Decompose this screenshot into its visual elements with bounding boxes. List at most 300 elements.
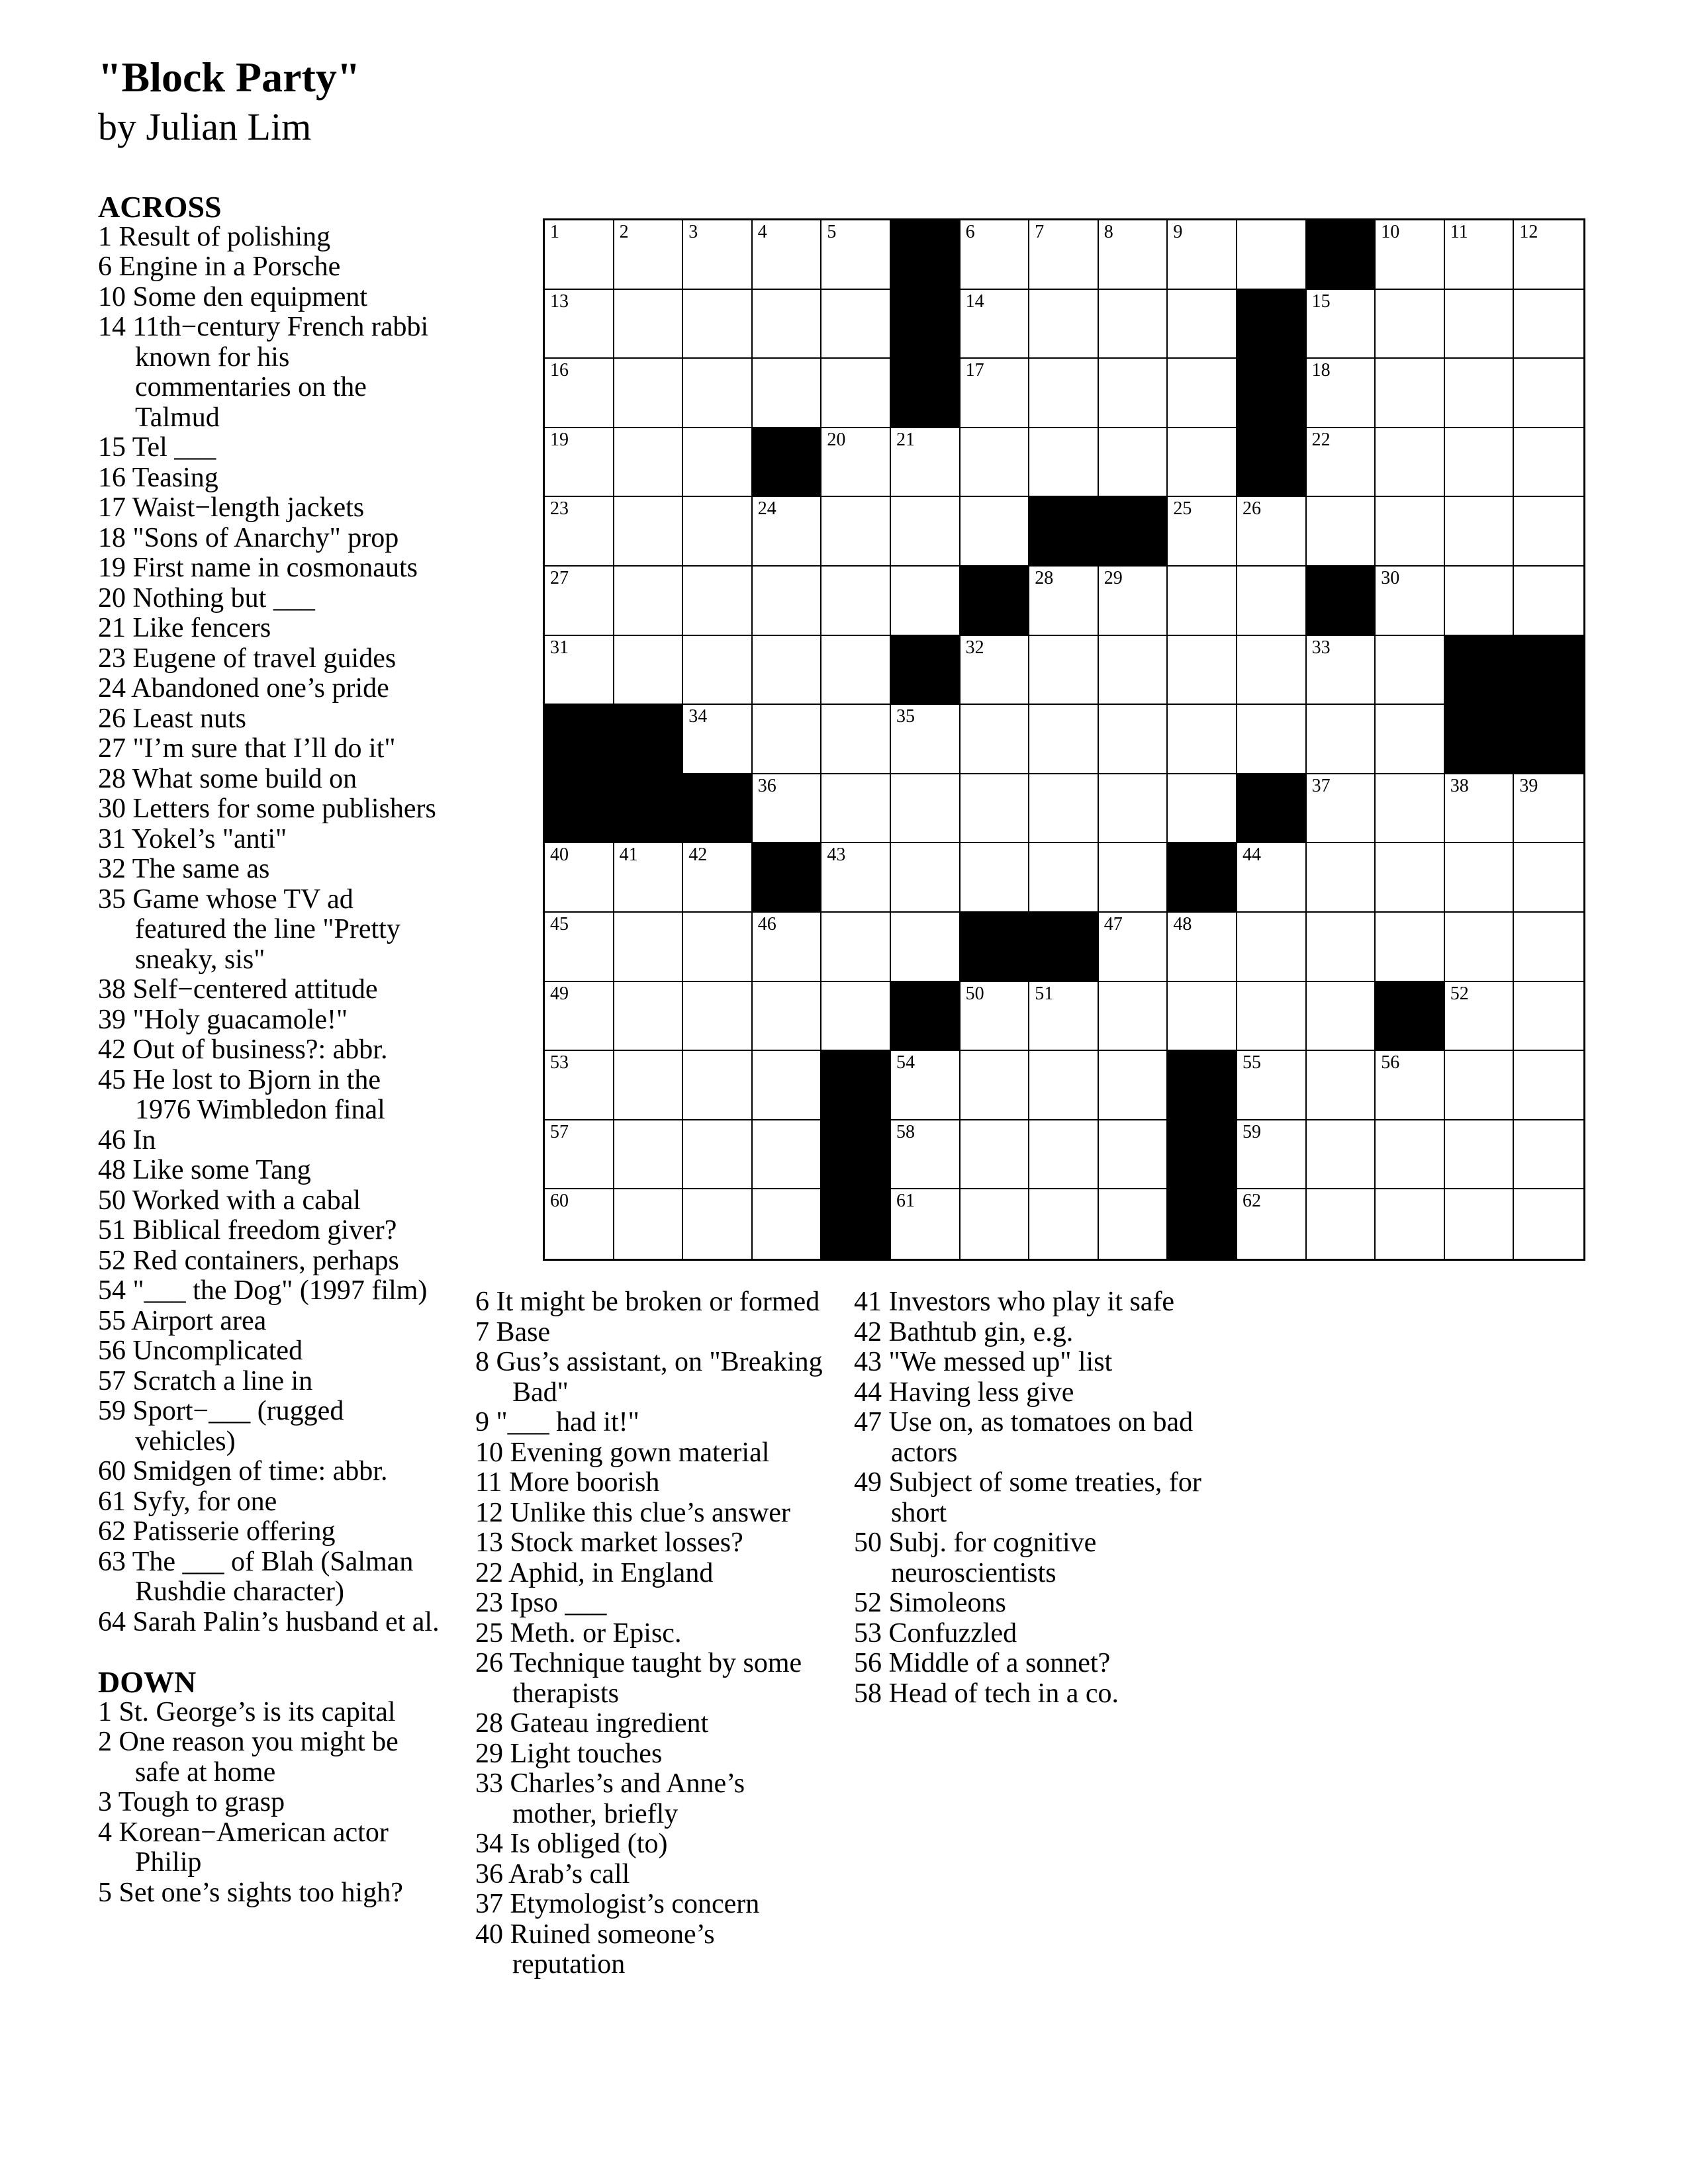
grid-cell[interactable]: [545, 843, 614, 913]
cell-number: 24: [757, 498, 776, 520]
grid-cell[interactable]: [1099, 1189, 1168, 1259]
grid-cell[interactable]: [545, 428, 614, 498]
down-clue: 12 Unlike this clue’s answer: [475, 1497, 790, 1528]
down-clue: 58 Head of tech in a co.: [854, 1678, 1119, 1709]
grid-cell[interactable]: [614, 843, 684, 913]
grid-cell[interactable]: [1445, 220, 1515, 290]
cell-number: 47: [1103, 913, 1123, 934]
down-clue: 10 Evening gown material: [475, 1437, 770, 1468]
across-heading: ACROSS: [98, 190, 222, 224]
grid-cell[interactable]: [753, 982, 822, 1052]
grid-cell[interactable]: [1307, 1189, 1376, 1259]
grid-cell[interactable]: [1099, 220, 1168, 290]
grid-cell[interactable]: [1445, 497, 1515, 567]
grid-cell[interactable]: [1307, 497, 1376, 567]
across-clue: 60 Smidgen of time: abbr.: [98, 1456, 388, 1486]
grid-cell[interactable]: [614, 636, 684, 705]
cell-number: 20: [827, 429, 846, 450]
grid-cell[interactable]: [1168, 497, 1237, 567]
grid-cell[interactable]: [961, 1189, 1030, 1259]
grid-cell[interactable]: [545, 636, 614, 705]
across-clue: 16 Teasing: [98, 462, 218, 493]
grid-cell[interactable]: [1376, 913, 1445, 982]
grid-cell[interactable]: [1237, 1120, 1307, 1190]
grid-cell[interactable]: [1445, 913, 1515, 982]
grid-cell[interactable]: [1307, 290, 1376, 359]
grid-cell[interactable]: [683, 705, 753, 774]
grid-cell[interactable]: [1029, 1189, 1099, 1259]
grid-cell[interactable]: [1307, 359, 1376, 428]
grid-cell[interactable]: [1307, 1120, 1376, 1190]
grid-cell[interactable]: [1514, 982, 1583, 1052]
grid-cell[interactable]: [614, 497, 684, 567]
grid-cell[interactable]: [891, 567, 961, 636]
grid-cell[interactable]: [1445, 1051, 1515, 1120]
grid-cell[interactable]: [1099, 359, 1168, 428]
cell-number: 10: [1381, 222, 1400, 242]
cell-number: 52: [1450, 983, 1469, 1004]
grid-cell[interactable]: [1514, 1051, 1583, 1120]
black-square: [1445, 705, 1515, 774]
grid-cell[interactable]: [683, 567, 753, 636]
grid-cell[interactable]: [1514, 497, 1583, 567]
black-square: [1029, 497, 1099, 567]
grid-cell[interactable]: [683, 220, 753, 290]
cell-number: 43: [827, 844, 846, 866]
cell-number: 7: [1035, 222, 1045, 242]
black-square: [961, 567, 1030, 636]
grid-cell[interactable]: [683, 497, 753, 567]
black-square: [1168, 1051, 1237, 1120]
grid-cell[interactable]: [614, 1120, 684, 1190]
grid-cell[interactable]: [891, 497, 961, 567]
grid-cell[interactable]: [1168, 636, 1237, 705]
grid-cell[interactable]: [1168, 220, 1237, 290]
grid-cell[interactable]: [1029, 1120, 1099, 1190]
down-clue: 3 Tough to grasp: [98, 1787, 285, 1817]
grid-cell[interactable]: [1376, 428, 1445, 498]
cell-number: 8: [1103, 222, 1113, 242]
grid-cell[interactable]: [545, 1051, 614, 1120]
grid-cell[interactable]: [1168, 428, 1237, 498]
grid-cell[interactable]: [614, 1189, 684, 1259]
grid-cell[interactable]: [1168, 705, 1237, 774]
grid-cell[interactable]: [961, 774, 1030, 844]
grid-cell[interactable]: [821, 567, 891, 636]
grid-cell[interactable]: [821, 428, 891, 498]
grid-cell[interactable]: [1445, 567, 1515, 636]
grid-cell[interactable]: [1029, 982, 1099, 1052]
grid-cell[interactable]: [891, 1051, 961, 1120]
grid-cell[interactable]: [1445, 774, 1515, 844]
puzzle-byline: by Julian Lim: [98, 105, 312, 148]
cell-number: 62: [1242, 1191, 1261, 1212]
across-clue: 31 Yokel’s "anti": [98, 823, 287, 854]
grid-cell[interactable]: [1307, 774, 1376, 844]
down-clue: 52 Simoleons: [854, 1588, 1006, 1618]
grid-cell[interactable]: [753, 359, 822, 428]
grid-cell[interactable]: [1099, 636, 1168, 705]
grid-cell[interactable]: [683, 1189, 753, 1259]
grid-cell[interactable]: [1029, 774, 1099, 844]
grid-cell[interactable]: [1029, 636, 1099, 705]
grid-cell[interactable]: [821, 290, 891, 359]
grid-cell[interactable]: [891, 1189, 961, 1259]
grid-cell[interactable]: [1514, 913, 1583, 982]
across-clue: 27 "I’m sure that I’ll do it": [98, 733, 396, 764]
grid-cell[interactable]: [683, 913, 753, 982]
grid-cell[interactable]: [1514, 567, 1583, 636]
black-square: [1168, 1120, 1237, 1190]
grid-cell[interactable]: [821, 982, 891, 1052]
cell-number: 45: [550, 913, 569, 934]
grid-cell[interactable]: [753, 1051, 822, 1120]
grid-cell[interactable]: [1099, 428, 1168, 498]
grid-cell[interactable]: [753, 497, 822, 567]
grid-cell[interactable]: [1029, 567, 1099, 636]
grid-cell[interactable]: [1168, 359, 1237, 428]
across-clue: 51 Biblical freedom giver?: [98, 1215, 397, 1246]
grid-cell[interactable]: [614, 428, 684, 498]
across-clue: 38 Self−centered attitude: [98, 974, 378, 1005]
grid-cell[interactable]: [545, 1189, 614, 1259]
grid-cell[interactable]: [1029, 705, 1099, 774]
grid-cell[interactable]: [1445, 982, 1515, 1052]
grid-cell[interactable]: [1099, 705, 1168, 774]
grid-cell[interactable]: [1376, 1189, 1445, 1259]
grid-cell[interactable]: [961, 982, 1030, 1052]
black-square: [614, 774, 684, 844]
cell-number: 3: [688, 222, 698, 242]
grid-cell[interactable]: [1445, 843, 1515, 913]
cell-number: 33: [1311, 637, 1331, 658]
grid-cell[interactable]: [545, 913, 614, 982]
grid-cell[interactable]: [1237, 220, 1307, 290]
down-clue: 37 Etymologist’s concern: [475, 1889, 760, 1919]
across-clue: 48 Like some Tang: [98, 1155, 311, 1185]
grid-cell[interactable]: [891, 428, 961, 498]
grid-cell[interactable]: [1514, 359, 1583, 428]
across-clue: 20 Nothing but ___: [98, 582, 315, 614]
grid-cell[interactable]: [614, 220, 684, 290]
grid-cell[interactable]: [614, 359, 684, 428]
grid-cell[interactable]: [753, 913, 822, 982]
down-clue: 7 Base: [475, 1316, 551, 1347]
grid-cell[interactable]: [821, 774, 891, 844]
grid-cell[interactable]: [1237, 497, 1307, 567]
cell-number: 60: [550, 1191, 569, 1212]
grid-cell[interactable]: [1237, 843, 1307, 913]
grid-cell[interactable]: [1376, 290, 1445, 359]
grid-cell[interactable]: [1307, 843, 1376, 913]
grid-cell[interactable]: [1168, 567, 1237, 636]
grid-cell[interactable]: [1029, 220, 1099, 290]
cell-number: 22: [1311, 429, 1331, 450]
grid-cell[interactable]: [614, 982, 684, 1052]
grid-cell[interactable]: [753, 1189, 822, 1259]
black-square: [1029, 913, 1099, 982]
down-clue: 56 Middle of a sonnet?: [854, 1648, 1111, 1678]
across-clue: 35 Game whose TV ad featured the line "Pretty sneaky, sis": [98, 884, 400, 975]
cell-number: 27: [550, 567, 569, 588]
down-clue: 28 Gateau ingredient: [475, 1708, 709, 1739]
grid-cell[interactable]: [1376, 1120, 1445, 1190]
grid-cell[interactable]: [1307, 636, 1376, 705]
cell-number: 21: [896, 429, 915, 450]
black-square: [1514, 705, 1583, 774]
down-clue: 44 Having less give: [854, 1377, 1074, 1408]
cell-number: 61: [896, 1191, 915, 1212]
grid-cell[interactable]: [961, 1051, 1030, 1120]
across-clue: 55 Airport area: [98, 1305, 267, 1336]
grid-cell[interactable]: [1514, 220, 1583, 290]
grid-cell[interactable]: [683, 843, 753, 913]
grid-cell[interactable]: [1099, 1051, 1168, 1120]
grid-cell[interactable]: [891, 913, 961, 982]
across-clue: 45 He lost to Bjorn in the 1976 Wimbledon final: [98, 1064, 385, 1125]
grid-cell[interactable]: [545, 290, 614, 359]
grid-cell[interactable]: [1237, 636, 1307, 705]
grid-cell[interactable]: [1376, 774, 1445, 844]
grid-cell[interactable]: [683, 1051, 753, 1120]
cell-number: 46: [757, 913, 776, 934]
black-square: [1514, 636, 1583, 705]
grid-cell[interactable]: [614, 567, 684, 636]
black-square: [545, 705, 614, 774]
down-clue: 36 Arab’s call: [475, 1858, 630, 1889]
grid-cell[interactable]: [961, 1120, 1030, 1190]
grid-cell[interactable]: [961, 220, 1030, 290]
across-clue: 56 Uncomplicated: [98, 1336, 303, 1366]
grid-cell[interactable]: [1029, 359, 1099, 428]
grid-cell[interactable]: [1376, 705, 1445, 774]
cell-number: 59: [1242, 1121, 1261, 1142]
cell-number: 56: [1381, 1052, 1400, 1073]
grid-cell[interactable]: [545, 567, 614, 636]
grid-cell[interactable]: [1307, 705, 1376, 774]
down-clue: 25 Meth. or Episc.: [475, 1617, 682, 1649]
grid-cell[interactable]: [821, 913, 891, 982]
black-square: [614, 705, 684, 774]
grid-cell[interactable]: [1237, 567, 1307, 636]
grid-cell[interactable]: [1168, 913, 1237, 982]
cell-number: 40: [550, 844, 569, 866]
grid-cell[interactable]: [1445, 1120, 1515, 1190]
across-clue: 26 Least nuts: [98, 703, 246, 734]
grid-cell[interactable]: [1099, 1120, 1168, 1190]
down-clue: 26 Technique taught by some therapists: [475, 1648, 802, 1709]
grid-cell[interactable]: [753, 290, 822, 359]
across-clue: 6 Engine in a Porsche: [98, 251, 341, 282]
grid-cell[interactable]: [961, 497, 1030, 567]
grid-cell[interactable]: [961, 843, 1030, 913]
grid-cell[interactable]: [1376, 1051, 1445, 1120]
grid-cell[interactable]: [683, 982, 753, 1052]
grid-cell[interactable]: [614, 1051, 684, 1120]
black-square: [1307, 567, 1376, 636]
across-clue: 14 11th−century French rabbi known for his commentaries on the Talmud: [98, 312, 429, 433]
grid-cell[interactable]: [1445, 1189, 1515, 1259]
grid-cell[interactable]: [545, 497, 614, 567]
grid-cell[interactable]: [1307, 1051, 1376, 1120]
grid-cell[interactable]: [891, 1120, 961, 1190]
grid-cell[interactable]: [891, 705, 961, 774]
grid-cell[interactable]: [891, 774, 961, 844]
grid-cell[interactable]: [683, 636, 753, 705]
down-clue: 2 One reason you might be safe at home: [98, 1727, 399, 1788]
black-square: [1445, 636, 1515, 705]
cell-number: 57: [550, 1121, 569, 1142]
cell-number: 26: [1242, 498, 1261, 520]
cell-number: 54: [896, 1052, 915, 1073]
cell-number: 49: [550, 983, 569, 1004]
grid-cell[interactable]: [683, 1120, 753, 1190]
across-clue: 30 Letters for some publishers: [98, 794, 436, 824]
grid-cell[interactable]: [821, 497, 891, 567]
cell-number: 48: [1173, 913, 1192, 934]
down-clue: 1 St. George’s is its capital: [98, 1696, 396, 1727]
grid-cell[interactable]: [1237, 705, 1307, 774]
cell-number: 51: [1035, 983, 1054, 1004]
grid-cell[interactable]: [1376, 567, 1445, 636]
grid-cell[interactable]: [1445, 290, 1515, 359]
section-spacer: [98, 1637, 442, 1667]
grid-cell[interactable]: [1514, 1189, 1583, 1259]
black-square: [821, 1051, 891, 1120]
grid-cell[interactable]: [683, 428, 753, 498]
grid-cell[interactable]: [961, 359, 1030, 428]
grid-cell[interactable]: [821, 843, 891, 913]
grid-cell[interactable]: [683, 290, 753, 359]
grid-cell[interactable]: [1099, 290, 1168, 359]
grid-cell[interactable]: [1307, 428, 1376, 498]
grid-cell[interactable]: [1376, 636, 1445, 705]
grid-cell[interactable]: [1168, 774, 1237, 844]
across-clue: 17 Waist−length jackets: [98, 492, 365, 523]
black-square: [821, 1189, 891, 1259]
grid-cell[interactable]: [1237, 1189, 1307, 1259]
grid-cell[interactable]: [891, 843, 961, 913]
grid-cell[interactable]: [1445, 428, 1515, 498]
grid-cell[interactable]: [1514, 843, 1583, 913]
grid-cell[interactable]: [614, 913, 684, 982]
across-clue: 32 The same as: [98, 854, 270, 884]
grid-cell[interactable]: [1237, 982, 1307, 1052]
grid-cell[interactable]: [753, 1120, 822, 1190]
grid-cell[interactable]: [961, 705, 1030, 774]
grid-cell[interactable]: [1237, 1051, 1307, 1120]
grid-cell[interactable]: [821, 705, 891, 774]
cell-number: 39: [1519, 775, 1538, 796]
cell-number: 38: [1450, 775, 1469, 796]
grid-cell[interactable]: [1514, 428, 1583, 498]
grid-cell[interactable]: [1514, 290, 1583, 359]
grid-cell[interactable]: [821, 220, 891, 290]
grid-cell[interactable]: [753, 567, 822, 636]
down-heading: DOWN: [98, 1665, 197, 1699]
across-clue-list: [98, 222, 442, 1638]
cell-number: 18: [1311, 360, 1331, 381]
grid-cell[interactable]: [753, 705, 822, 774]
grid-cell[interactable]: [1099, 913, 1168, 982]
black-square: [961, 913, 1030, 982]
grid-cell[interactable]: [1307, 913, 1376, 982]
across-clue: 24 Abandoned one’s pride: [98, 673, 389, 704]
grid-cell[interactable]: [1514, 1120, 1583, 1190]
grid-cell[interactable]: [753, 774, 822, 844]
black-square: [683, 774, 753, 844]
cell-number: 23: [550, 498, 569, 520]
grid-cell[interactable]: [1376, 497, 1445, 567]
grid-cell[interactable]: [1029, 843, 1099, 913]
grid-cell[interactable]: [821, 359, 891, 428]
grid-cell[interactable]: [1029, 1051, 1099, 1120]
grid-cell[interactable]: [1376, 220, 1445, 290]
grid-cell[interactable]: [753, 220, 822, 290]
down-clue: 50 Subj. for cognitive neuroscientists: [854, 1527, 1097, 1588]
down-clue: 49 Subject of some treaties, for short: [854, 1467, 1201, 1528]
down-clue: 5 Set one’s sights too high?: [98, 1877, 403, 1908]
cell-number: 17: [965, 360, 984, 381]
grid-cell[interactable]: [1514, 774, 1583, 844]
grid-cell[interactable]: [545, 359, 614, 428]
cell-number: 50: [965, 983, 984, 1004]
across-clue: 21 Like fencers: [98, 613, 271, 643]
grid-cell[interactable]: [961, 290, 1030, 359]
grid-cell[interactable]: [1099, 567, 1168, 636]
grid-cell[interactable]: [753, 636, 822, 705]
down-clue: 41 Investors who play it safe: [854, 1287, 1175, 1317]
grid-cell[interactable]: [545, 220, 614, 290]
down-clue: 23 Ipso ___: [475, 1588, 607, 1618]
grid-cell[interactable]: [545, 982, 614, 1052]
cell-number: 16: [550, 360, 569, 381]
down-clue: 47 Use on, as tomatoes on bad actors: [854, 1407, 1194, 1468]
black-square: [891, 220, 961, 290]
grid-cell[interactable]: [1237, 913, 1307, 982]
down-clue-list-part2: [475, 1287, 833, 1980]
across-clue: 19 First name in cosmonauts: [98, 553, 418, 583]
grid-cell[interactable]: [1376, 843, 1445, 913]
grid-cell[interactable]: [821, 636, 891, 705]
black-square: [1376, 982, 1445, 1052]
grid-cell[interactable]: [545, 1120, 614, 1190]
black-square: [1168, 1189, 1237, 1259]
grid-cell[interactable]: [683, 359, 753, 428]
grid-cell[interactable]: [1168, 982, 1237, 1052]
grid-cell[interactable]: [1099, 982, 1168, 1052]
grid-cell[interactable]: [1029, 290, 1099, 359]
puzzle-title: "Block Party": [98, 54, 361, 101]
down-clue: 40 Ruined someone’s reputation: [475, 1919, 715, 1979]
across-clue: 62 Patisserie offering: [98, 1516, 336, 1547]
grid-cell[interactable]: [1445, 359, 1515, 428]
cell-number: 29: [1103, 567, 1123, 588]
black-square: [1099, 497, 1168, 567]
grid-cell[interactable]: [1099, 774, 1168, 844]
grid-cell[interactable]: [1307, 982, 1376, 1052]
grid-cell[interactable]: [1029, 428, 1099, 498]
across-clue: 59 Sport−___ (rugged vehicles): [98, 1396, 344, 1457]
grid-cell[interactable]: [1376, 359, 1445, 428]
across-clue: 50 Worked with a cabal: [98, 1185, 361, 1216]
grid-cell[interactable]: [961, 428, 1030, 498]
grid-cell[interactable]: [1168, 290, 1237, 359]
grid-cell[interactable]: [614, 290, 684, 359]
down-clue: 42 Bathtub gin, e.g.: [854, 1316, 1074, 1347]
grid-cell[interactable]: [961, 636, 1030, 705]
grid-cell[interactable]: [1099, 843, 1168, 913]
